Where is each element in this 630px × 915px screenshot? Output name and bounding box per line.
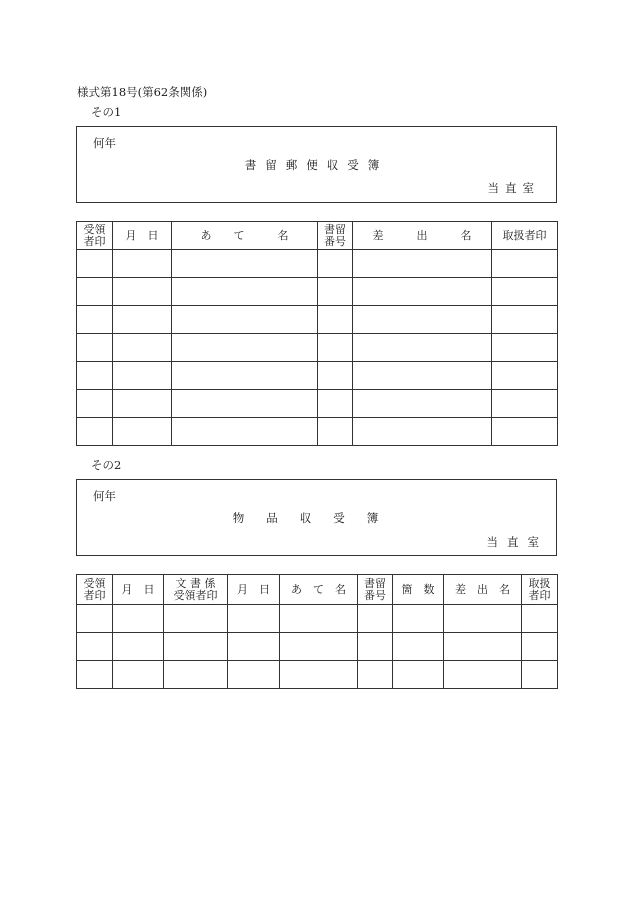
- part2-col-header-text: あ て 名: [291, 582, 346, 596]
- part1-col-header: [353, 222, 492, 250]
- table-cell[interactable]: [113, 633, 164, 661]
- table-cell[interactable]: [77, 418, 113, 446]
- part2-col-header-text: 者印: [528, 588, 551, 602]
- table-cell[interactable]: [522, 633, 558, 661]
- table-row: [77, 278, 558, 306]
- part2-col-header-text: 者印: [83, 588, 106, 602]
- table-cell[interactable]: [522, 605, 558, 633]
- part1-col-header-text: 取扱者印: [502, 228, 547, 242]
- table-cell[interactable]: [228, 661, 280, 689]
- part2-header-box: [76, 479, 557, 556]
- table-cell[interactable]: [280, 633, 358, 661]
- part2-col-header-text: 月 日: [237, 582, 270, 596]
- table-cell[interactable]: [113, 362, 172, 390]
- part2-col-header-text: 箇 数: [401, 582, 435, 596]
- table-cell[interactable]: [492, 250, 558, 278]
- table-cell[interactable]: [113, 306, 172, 334]
- part2-office: 当直室: [486, 535, 548, 549]
- table-cell[interactable]: [492, 362, 558, 390]
- part1-col-header-text: 書留: [324, 222, 346, 236]
- table-cell[interactable]: [113, 390, 172, 418]
- part1-title: 書留郵便収受簿: [244, 158, 389, 172]
- table-cell[interactable]: [172, 418, 318, 446]
- table-cell[interactable]: [113, 661, 164, 689]
- table-cell[interactable]: [353, 362, 492, 390]
- table-row: [77, 661, 558, 689]
- table-cell[interactable]: [444, 661, 522, 689]
- table-cell[interactable]: [444, 633, 522, 661]
- part1-col-header: [77, 222, 113, 250]
- table-cell[interactable]: [318, 250, 353, 278]
- table-row: [77, 306, 558, 334]
- table-cell[interactable]: [228, 633, 280, 661]
- table-cell[interactable]: [113, 278, 172, 306]
- table-cell[interactable]: [77, 362, 113, 390]
- part1-ledger-table: [76, 221, 558, 446]
- table-cell[interactable]: [228, 605, 280, 633]
- table-row: [77, 250, 558, 278]
- part2-col-header: [77, 575, 113, 605]
- part2-col-header: [444, 575, 522, 605]
- table-cell[interactable]: [77, 390, 113, 418]
- form-number: 様式第18号(第62条関係): [77, 85, 208, 99]
- table-cell[interactable]: [77, 633, 113, 661]
- part2-col-header-text: 書留: [364, 576, 386, 590]
- part2-title: 物品収受簿: [232, 511, 401, 525]
- table-cell[interactable]: [77, 278, 113, 306]
- table-cell[interactable]: [172, 250, 318, 278]
- part2-header-row: [77, 575, 558, 605]
- table-cell[interactable]: [353, 306, 492, 334]
- table-cell[interactable]: [77, 605, 113, 633]
- part1-col-header-text: 差 出 名: [372, 228, 472, 242]
- table-cell[interactable]: [353, 250, 492, 278]
- table-cell[interactable]: [492, 390, 558, 418]
- part1-col-header: [113, 222, 172, 250]
- table-cell[interactable]: [77, 334, 113, 362]
- table-cell[interactable]: [393, 605, 444, 633]
- table-row: [77, 334, 558, 362]
- table-row: [77, 605, 558, 633]
- table-cell[interactable]: [358, 661, 393, 689]
- part1-col-header-text: 番号: [324, 234, 346, 248]
- table-cell[interactable]: [172, 278, 318, 306]
- part2-label: その2: [91, 458, 122, 472]
- table-cell[interactable]: [113, 334, 172, 362]
- part1-col-header-text: あ て 名: [200, 228, 289, 242]
- part1-col-header-text: 受領: [83, 222, 106, 236]
- table-cell[interactable]: [522, 661, 558, 689]
- part1-office: 当直室: [487, 181, 540, 195]
- table-cell[interactable]: [492, 278, 558, 306]
- part2-col-header-text: 取扱: [528, 576, 551, 590]
- table-cell[interactable]: [172, 334, 318, 362]
- part2-ledger-table: [76, 574, 558, 689]
- table-cell[interactable]: [318, 306, 353, 334]
- table-cell[interactable]: [393, 661, 444, 689]
- part1-col-header: [172, 222, 318, 250]
- part1-label: その1: [91, 105, 122, 119]
- part2-col-header-text: 差 出 名: [455, 582, 510, 596]
- part1-header-box: [76, 126, 557, 203]
- part2-col-header: [164, 575, 228, 605]
- table-cell[interactable]: [318, 334, 353, 362]
- table-cell[interactable]: [172, 390, 318, 418]
- table-cell[interactable]: [358, 605, 393, 633]
- table-row: [77, 633, 558, 661]
- table-cell[interactable]: [280, 605, 358, 633]
- table-cell[interactable]: [393, 633, 444, 661]
- table-cell[interactable]: [492, 334, 558, 362]
- table-cell[interactable]: [77, 250, 113, 278]
- table-cell[interactable]: [164, 605, 228, 633]
- part1-header-row: [77, 222, 558, 250]
- table-row: [77, 390, 558, 418]
- table-cell[interactable]: [172, 362, 318, 390]
- table-cell[interactable]: [353, 390, 492, 418]
- part2-col-header: [280, 575, 358, 605]
- part2-col-header: [228, 575, 280, 605]
- table-cell[interactable]: [353, 278, 492, 306]
- table-row: [77, 362, 558, 390]
- table-cell[interactable]: [164, 633, 228, 661]
- part2-col-header-text: 文 書 係: [175, 576, 216, 590]
- table-cell[interactable]: [492, 306, 558, 334]
- table-cell[interactable]: [113, 418, 172, 446]
- part1-year: 何年: [93, 136, 116, 150]
- table-cell[interactable]: [113, 250, 172, 278]
- table-cell[interactable]: [318, 362, 353, 390]
- table-cell[interactable]: [318, 390, 353, 418]
- table-cell[interactable]: [358, 633, 393, 661]
- table-cell[interactable]: [280, 661, 358, 689]
- part1-col-header: [492, 222, 558, 250]
- table-cell[interactable]: [77, 306, 113, 334]
- table-cell[interactable]: [172, 306, 318, 334]
- part2-col-header: [358, 575, 393, 605]
- part1-col-header: [318, 222, 353, 250]
- part2-col-header: [113, 575, 164, 605]
- part2-col-header-text: 受領: [83, 576, 106, 590]
- table-cell[interactable]: [164, 661, 228, 689]
- table-cell[interactable]: [444, 605, 522, 633]
- part2-col-header-text: 番号: [364, 588, 386, 602]
- part2-col-header-text: 月 日: [121, 582, 155, 596]
- table-cell[interactable]: [318, 278, 353, 306]
- table-cell[interactable]: [77, 661, 113, 689]
- part1-col-header-text: 月 日: [125, 228, 159, 242]
- table-cell[interactable]: [113, 605, 164, 633]
- table-cell[interactable]: [353, 418, 492, 446]
- part2-year: 何年: [93, 489, 116, 503]
- table-cell[interactable]: [353, 334, 492, 362]
- part2-col-header: [393, 575, 444, 605]
- part1-col-header-text: 者印: [83, 234, 106, 248]
- part2-col-header: [522, 575, 558, 605]
- table-row: [77, 418, 558, 446]
- part2-col-header-text: 受領者印: [173, 588, 218, 602]
- table-cell[interactable]: [492, 418, 558, 446]
- table-cell[interactable]: [318, 418, 353, 446]
